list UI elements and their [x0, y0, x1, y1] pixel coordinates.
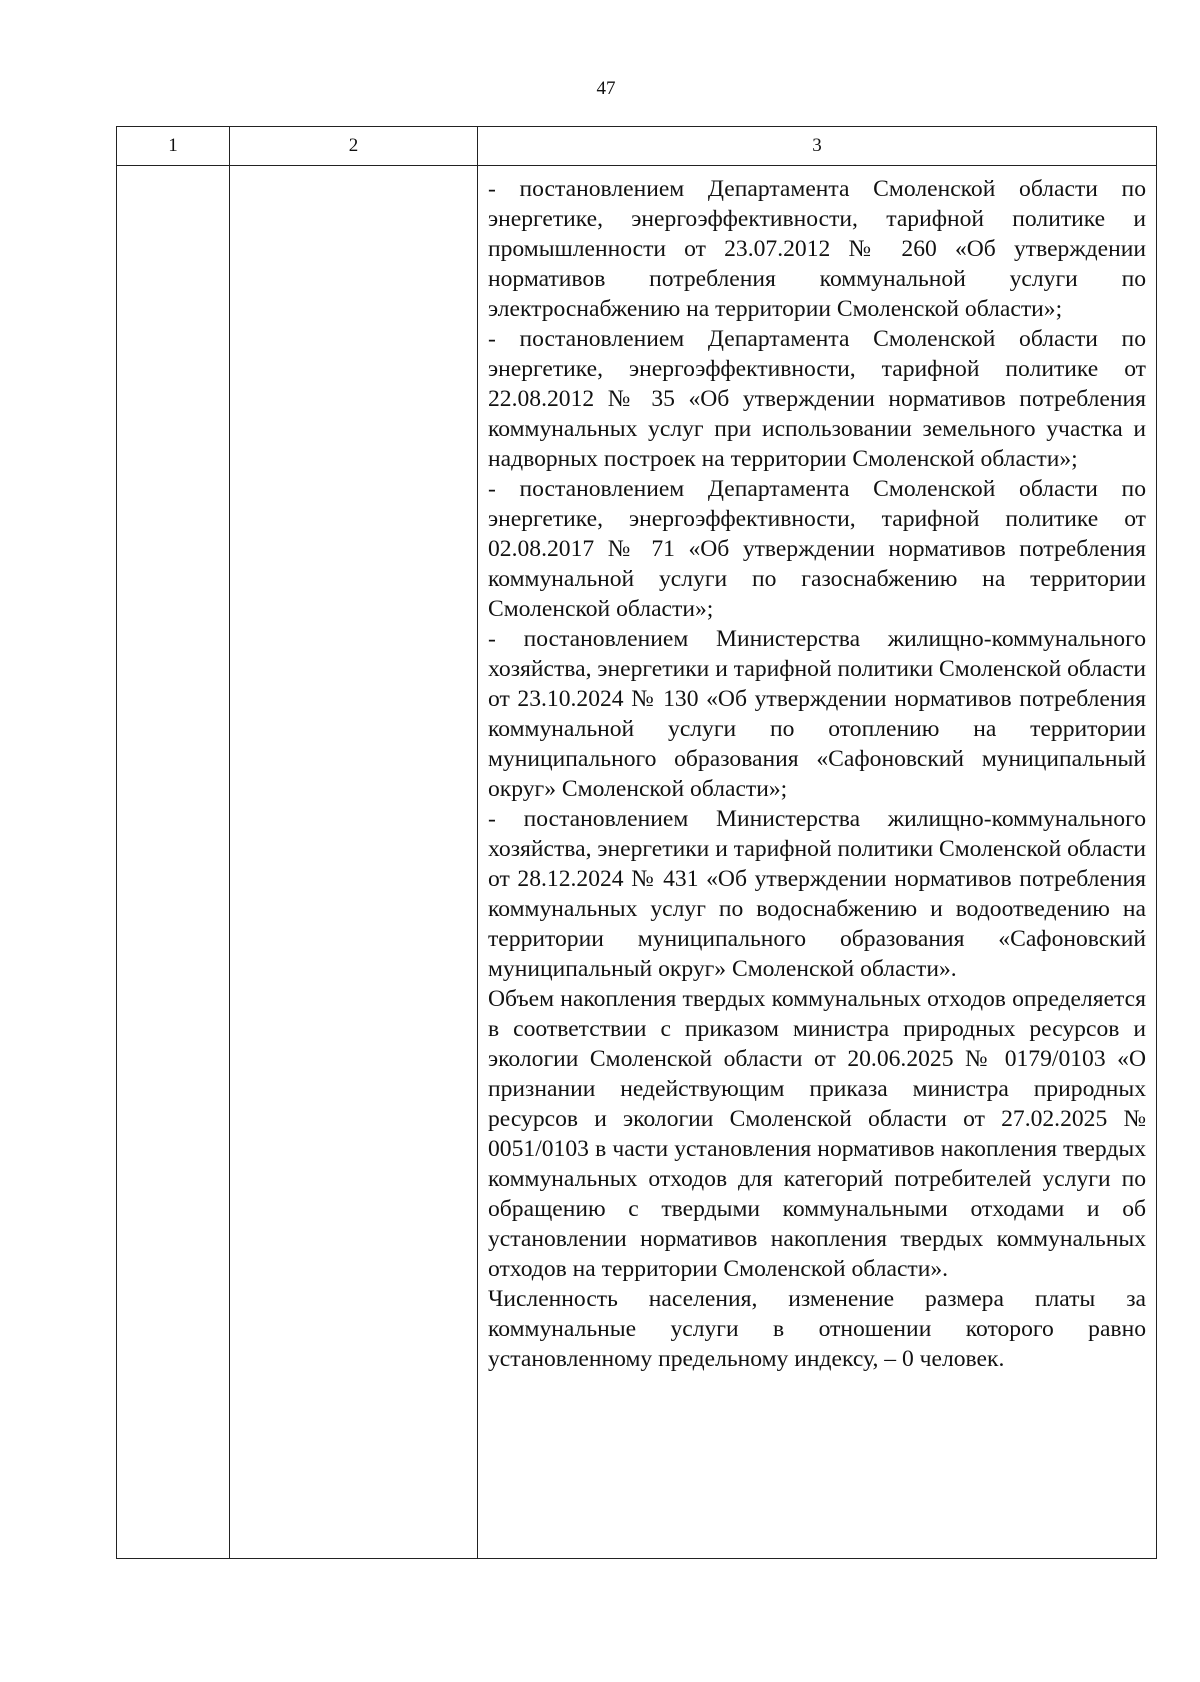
paragraph-land-plot-resolution: - постановлением Департамента Смоленской области по энергетике, энергоэффективности, тарифной политике от 22.08.2012 № 35 «Об утверждении нормативов потребления коммунальных услуг при использовании земельного участка и надворных построек на территории Смоленской области»;	[488, 326, 1146, 472]
paragraph-heating-resolution: - постановлением Министерства жилищно-коммунального хозяйства, энергетики и тарифной политики Смоленской области от 23.10.2024 № 130 «Об утверждении нормативов потребления коммунальной услуги по отоплению на территории муниципального образования «Сафоновский муниципальный округ» Смоленской области»;	[488, 626, 1146, 802]
column-2-cell	[230, 166, 478, 1559]
document-table	[116, 126, 1157, 1559]
table-row	[117, 166, 1157, 1559]
page-number: 47	[596, 78, 616, 99]
paragraph-electricity-resolution: - постановлением Департамента Смоленской области по энергетике, энергоэффективности, тарифной политике и промышленности от 23.07.2012 № 260 «Об утверждении нормативов потребления коммунальной услуги по электроснабжению на территории Смоленской области»;	[488, 176, 1146, 322]
table-header-row	[117, 127, 1157, 166]
paragraph-gas-resolution: - постановлением Департамента Смоленской области по энергетике, энергоэффективности, тарифной политике от 02.08.2017 № 71 «Об утверждении нормативов потребления коммунальной услуги по газоснабжению на территории Смоленской области»;	[488, 476, 1146, 622]
column-header-1: 1	[117, 127, 230, 166]
column-header-3: 3	[478, 127, 1157, 166]
column-1-cell	[117, 166, 230, 1559]
column-header-2: 2	[230, 127, 478, 166]
column-3-text	[478, 166, 1156, 1374]
column-3-cell	[478, 166, 1157, 1559]
paragraph-solid-waste-volume: Объем накопления твердых коммунальных отходов определяется в соответствии с приказом министра природных ресурсов и экологии Смоленской области от 20.06.2025 № 0179/0103 «О признании недействующим приказа министра природных ресурсов и экологии Смоленской области от 27.02.2025 № 0051/0103 в части установления нормативов накопления твердых коммунальных отходов для категорий потребителей услуги по обращению с твердыми коммунальными отходами и об установлении нормативов накопления твердых коммунальных отходов на территории Смоленской области».	[488, 986, 1146, 1282]
paragraph-population-count: Численность населения, изменение размера платы за коммунальные услуги в отношении которого равно установленному предельному индексу, – 0 человек.	[488, 1286, 1146, 1372]
paragraph-water-resolution: - постановлением Министерства жилищно-коммунального хозяйства, энергетики и тарифной политики Смоленской области от 28.12.2024 № 431 «Об утверждении нормативов потребления коммунальных услуг по водоснабжению и водоотведению на территории муниципального образования «Сафоновский муниципальный округ» Смоленской области».	[488, 806, 1146, 982]
